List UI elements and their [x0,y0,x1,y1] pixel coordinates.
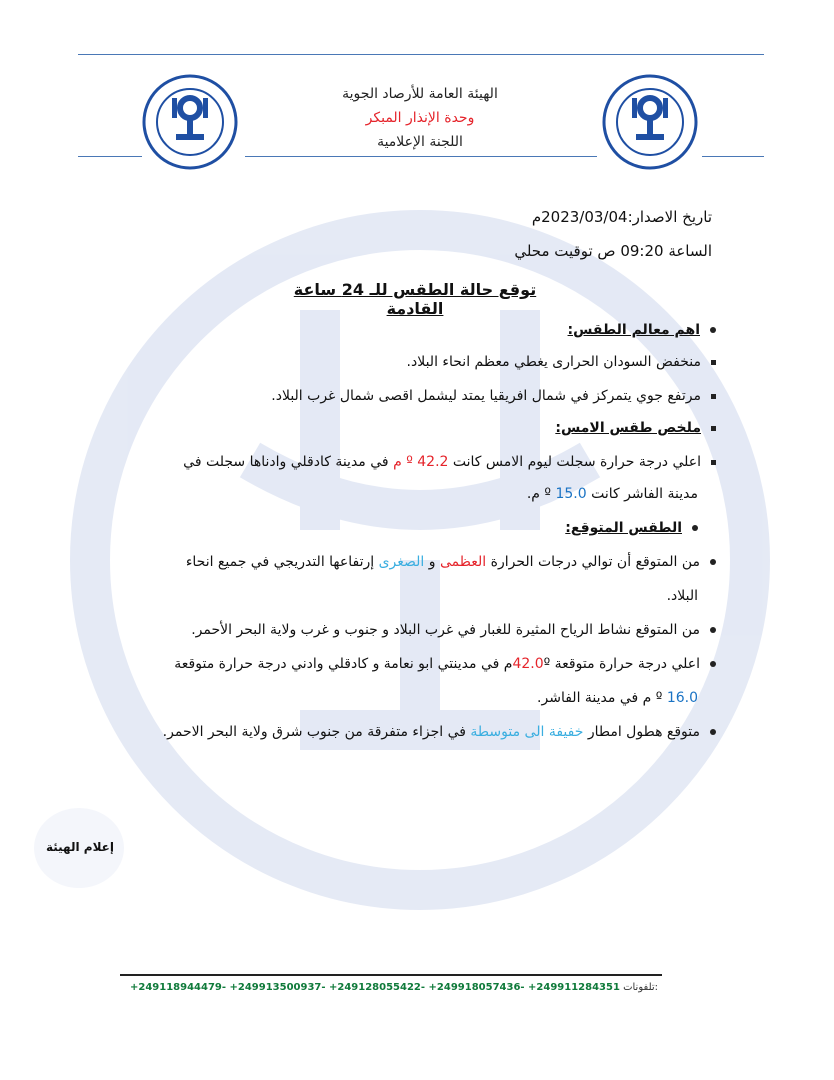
header-rule-right [702,156,764,157]
forecast-min-label: الصغرى [378,554,425,570]
footer-phones [130,982,670,993]
forecast-text: متوقع هطول امطار [587,724,700,740]
header-rule-left [78,156,142,157]
features-item [271,388,716,404]
forecast-item-2 [191,622,716,638]
top-rule [78,54,764,55]
bullet [711,460,716,465]
features-item-text: مرتفع جوي يتمركز في شمال افريقيا يمتد ليشمل اقصى شمال غرب البلاد. [271,388,701,404]
yesterday-max-temp: 42.2 º م [393,454,449,470]
bullet [710,661,716,667]
forecast-text: و [428,554,436,570]
forecast-text: º م في مدينة الفاشر. [537,690,663,706]
forecast-max-label: العظمى [440,554,487,570]
forecast-max-temp: 42.0 [512,656,544,672]
forecast-text: اعلي درجة حرارة متوقعة [554,656,700,672]
authority-logo-icon [600,72,700,172]
forecast-rain-intensity: خفيفة الى متوسطة [470,724,584,740]
forecast-text: في اجزاء متفرقة من جنوب شرق ولاية البحر الاحمر. [162,724,466,740]
phone-numbers: +249118944479- +249913500937- +249128055422- +249918057436- +249911284351 [130,982,620,993]
bullet [692,525,698,531]
features-item-text: منخفض السودان الحرارى يغطي معظم انحاء البلاد. [406,354,701,370]
forecast-text: من المتوقع أن توالي درجات الحرارة [490,554,700,570]
features-section [568,322,716,338]
bullet [711,360,716,365]
stamp-label: إعلام الهيئة [45,840,114,854]
forecast-item-3 [174,656,716,672]
report-title: توقع حالة الطقس للـ 24 ساعة القادمة [293,280,537,318]
forecast-text: من المتوقع نشاط الرياح المثيرة للغبار في غرب البلاد و جنوب و غرب ولاية البحر الأحمر. [191,622,700,638]
features-item [407,354,716,370]
header-rule-center [245,156,597,157]
forecast-item-1-cont: البلاد. [666,588,698,604]
org-name: الهيئة العامة للأرصاد الجوية [342,86,498,102]
bullet [710,327,716,333]
forecast-heading: الطقس المتوقع: [565,520,682,536]
yesterday-text: مدينة الفاشر كانت [591,486,698,502]
forecast-item-4 [163,724,716,740]
forecast-text: إرتفاعها التدريجي في جميع انحاء [185,554,375,570]
bullet [710,559,716,565]
forecast-section [565,520,698,536]
yesterday-line-2 [527,486,698,502]
bullet [710,627,716,633]
issue-time: الساعة 09:20 ص توقيت محلي [514,242,712,260]
forecast-item-1 [186,554,716,570]
yesterday-heading: ملخص طقس الامس: [555,420,701,436]
forecast-text: ºم في مدينتي ابو نعامة و كادقلي وادني درجة حرارة متوقعة [174,656,551,672]
bullet [711,426,716,431]
forecast-min-temp: 16.0 [666,690,698,706]
forecast-item-3-cont [537,690,698,706]
unit-name: وحدة الإنذار المبكر [365,110,475,126]
yesterday-min-temp: 15.0 [555,486,587,502]
yesterday-line-1 [183,454,716,470]
committee-name: اللجنة الإعلامية [377,134,463,150]
yesterday-text: º م. [526,486,551,502]
footer-rule [120,974,662,976]
issue-date: تاريخ الاصدار:2023/03/04م [531,208,712,226]
yesterday-text: اعلي درجة حرارة سجلت ليوم الامس كانت [452,454,701,470]
bullet [711,394,716,399]
authority-logo-icon [140,72,240,172]
phones-label: تلفونات: [623,982,659,993]
yesterday-section [555,420,716,436]
features-heading: اهم معالم الطقس: [567,322,700,338]
yesterday-text: في مدينة كادقلي وادناها سجلت في [183,454,389,470]
bullet [710,729,716,735]
